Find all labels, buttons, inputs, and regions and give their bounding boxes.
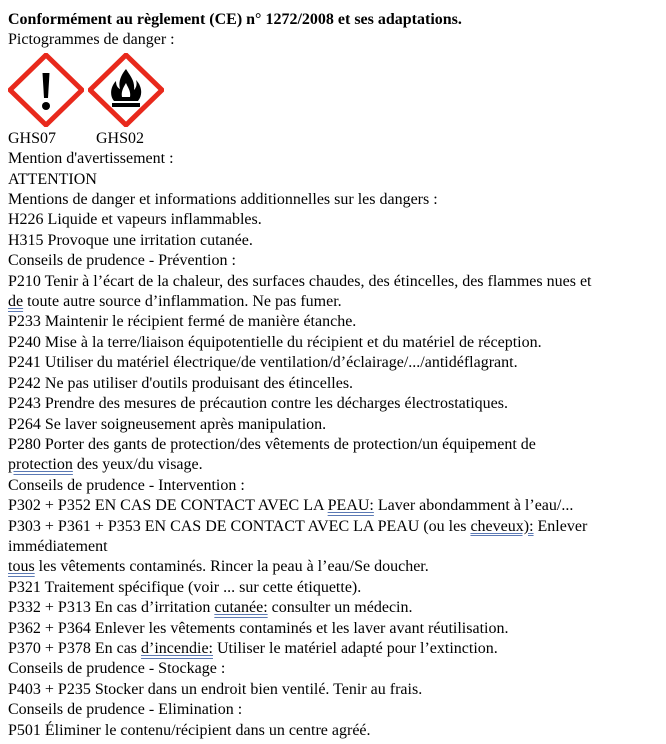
precaution-statement: P264 Se laver soigneusement après manipulation. <box>8 415 327 433</box>
precaution-statement: P242 Ne pas utiliser d'outils produisant des étincelles. <box>8 374 354 392</box>
precaution-statement: P501 Éliminer le contenu/récipient dans un centre agréé. <box>8 721 371 739</box>
precaution-statement: P280 Porter des gants de protection/des vêtements de protection/un équipement de <box>8 435 536 453</box>
label-document <box>8 10 660 741</box>
spellcheck-word: cheveux): <box>470 517 534 535</box>
disposal-label: Conseils de prudence - Elimination : <box>8 701 243 719</box>
pictogram-code: GHS07 <box>8 129 57 147</box>
spellcheck-word: d’incendie: <box>141 639 213 657</box>
spellcheck-word: cutanée: <box>214 599 268 617</box>
signal-word-label: Mention d'avertissement : <box>8 150 174 168</box>
spellcheck-word: protection <box>8 456 73 474</box>
spellcheck-word: de <box>8 293 24 311</box>
pictogram-row <box>8 53 660 127</box>
precaution-statement: de toute autre source d’inflammation. Ne pas fumer. <box>8 293 342 311</box>
precaution-statement: P233 Maintenir le récipient fermé de manière étanche. <box>8 313 357 331</box>
precaution-statement: P321 Traitement spécifique (voir ... sur cette étiquette). <box>8 578 362 596</box>
precaution-statement: P370 + P378 En cas d’incendie: Utiliser le matériel adapté pour l’extinction. <box>8 639 498 657</box>
hazard-statement: H315 Provoque une irritation cutanée. <box>8 231 253 249</box>
flame-icon <box>88 53 164 127</box>
precaution-statement: P403 + P235 Stocker dans un endroit bien ventilé. Tenir au frais. <box>8 680 423 698</box>
precaution-statement: P241 Utiliser du matériel électrique/de ventilation/d’éclairage/.../antidéflagrant. <box>8 354 518 372</box>
signal-word: ATTENTION <box>8 170 97 188</box>
hazard-statements-label: Mentions de danger et informations additionnelles sur les dangers : <box>8 191 438 209</box>
precaution-statement: tous les vêtements contaminés. Rincer la peau à l’eau/Se doucher. <box>8 558 429 576</box>
precaution-statement: P332 + P313 En cas d’irritation cutanée: consulter un médecin. <box>8 599 413 617</box>
intervention-label: Conseils de prudence - Intervention : <box>8 476 245 494</box>
spellcheck-word: tous <box>8 558 35 576</box>
exclamation-mark-icon <box>8 53 84 127</box>
precaution-statement: P302 + P352 EN CAS DE CONTACT AVEC LA PEAU: Laver abondamment à l’eau/... <box>8 497 574 515</box>
precaution-statement: P243 Prendre des mesures de précaution contre les décharges électrostatiques. <box>8 395 508 413</box>
document-title: Conformément au règlement (CE) n° 1272/2008 et ses adaptations. <box>8 11 462 28</box>
precaution-statement: P210 Tenir à l’écart de la chaleur, des surfaces chaudes, des étincelles, des flammes nues et <box>8 272 592 290</box>
spellcheck-word: PEAU: <box>327 497 374 515</box>
pictogram-code: GHS02 <box>96 129 145 147</box>
pictogram-codes <box>8 129 660 149</box>
precaution-statement: P303 + P361 + P353 EN CAS DE CONTACT AVEC LA PEAU (ou les cheveux): Enlever immédiatement <box>8 517 588 555</box>
storage-label: Conseils de prudence - Stockage : <box>8 660 226 678</box>
prevention-label: Conseils de prudence - Prévention : <box>8 252 236 270</box>
precaution-statement: protection des yeux/du visage. <box>8 456 203 474</box>
hazard-statement: H226 Liquide et vapeurs inflammables. <box>8 211 262 229</box>
precaution-statement: P240 Mise à la terre/liaison équipotentielle du récipient et du matériel de réception. <box>8 333 542 351</box>
pictograms-label: Pictogrammes de danger : <box>8 31 175 49</box>
precaution-statement: P362 + P364 Enlever les vêtements contaminés et les laver avant réutilisation. <box>8 619 509 637</box>
